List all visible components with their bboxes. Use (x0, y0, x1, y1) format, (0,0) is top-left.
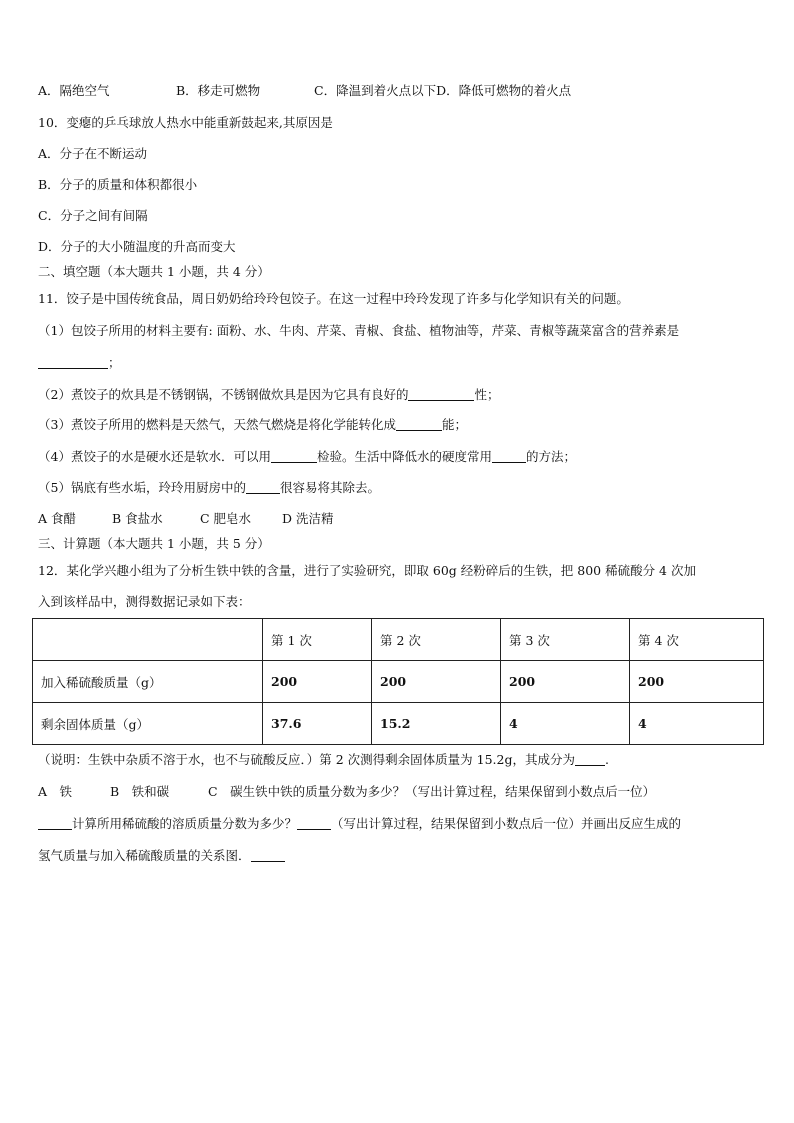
table-cell: 37.6 (263, 703, 372, 745)
answer-blank[interactable] (38, 816, 72, 830)
q12-calc-line1: 计算所用稀硫酸的溶质质量分数为多少？ （写出计算过程，结果保留到小数点后一位）并画出反应生成的 (38, 815, 681, 833)
table-cell: 200 (630, 661, 764, 703)
q11-part3: （3）煮饺子所用的燃料是天然气，天然气燃烧是将化学能转化成 能； (38, 417, 467, 432)
q11-part4: （4）煮饺子的水是硬水还是软水．可以用 检验。生活中降低水的硬度常用 的方法； (38, 449, 576, 464)
q10-option-d: D．分子的大小随温度的升高而变大 (38, 239, 236, 254)
q12-stem-line1: 12．某化学兴趣小组为了分析生铁中铁的含量，进行了实验研究，即取 60g 经粉碎后的生铁，把 800 稀硫酸分 4 次加 (38, 563, 696, 578)
q9-options-line (38, 82, 571, 100)
answer-blank[interactable] (297, 816, 331, 830)
q11-stem: 11．饺子是中国传统食品，周日奶奶给玲玲包饺子。在这一过程中玲玲发现了许多与化学知识有关的问题。 (38, 291, 629, 306)
answer-blank[interactable] (246, 480, 280, 494)
q11-part1-answer-line: ； (38, 354, 121, 372)
q9-option-b: B．移走可燃物 (176, 83, 261, 98)
q11-options-line (38, 510, 334, 528)
table-header-row (33, 619, 764, 661)
q9-option-a: A．隔绝空气 (38, 83, 110, 98)
table-row (33, 661, 764, 703)
q10-option-c: C．分子之间有间隔 (38, 208, 148, 223)
section-heading-fill-in: 二、填空题（本大题共 1 小题，共 4 分） (38, 264, 270, 279)
q10-option-b: B．分子的质量和体积都很小 (38, 177, 198, 192)
table-header-cell: 第 1 次 (263, 619, 372, 661)
data-table (32, 618, 764, 745)
table-header-cell: 第 3 次 (501, 619, 630, 661)
table-header-cell: 第 2 次 (372, 619, 501, 661)
answer-blank[interactable] (396, 417, 442, 431)
table-cell: 4 (630, 703, 764, 745)
q12-option-a: A 铁 (38, 784, 73, 799)
q11-option-c: C 肥皂水 (200, 511, 252, 526)
table-row-label: 剩余固体质量（g） (33, 703, 263, 745)
q12-stem-line2: 入到该样品中，测得数据记录如下表： (38, 594, 251, 609)
answer-blank[interactable] (575, 752, 605, 766)
q11-part5: （5）锅底有些水垢，玲玲用厨房中的 很容易将其除去。 (38, 480, 380, 495)
q11-part1: （1）包饺子所用的材料主要有: 面粉、水、牛肉、芹菜、青椒、食盐、植物油等，芹菜、青椒等蔬菜富含的营养素是 (38, 323, 680, 338)
table-cell: 200 (372, 661, 501, 703)
table-cell: 200 (501, 661, 630, 703)
answer-blank[interactable] (408, 387, 474, 401)
answer-blank[interactable] (38, 355, 108, 369)
table-cell: 200 (263, 661, 372, 703)
table-cell: 4 (501, 703, 630, 745)
table-row (33, 703, 764, 745)
q12-option-c: C 碳生铁中铁的质量分数为多少？（写出计算过程，结果保留到小数点后一位） (208, 784, 656, 799)
answer-blank[interactable] (251, 848, 285, 862)
answer-blank[interactable] (271, 449, 317, 463)
answer-blank[interactable] (492, 449, 526, 463)
section-heading-calculation: 三、计算题（本大题共 1 小题，共 5 分） (38, 536, 270, 551)
table-row-label: 加入稀硫酸质量（g） (33, 661, 263, 703)
q12-options-line (38, 783, 655, 801)
table-header-cell: 第 4 次 (630, 619, 764, 661)
q11-option-d: D 洗洁精 (282, 511, 334, 526)
q11-option-b: B 食盐水 (112, 511, 163, 526)
q9-option-d: D．降低可燃物的着火点 (436, 83, 572, 98)
q12-note: （说明：生铁中杂质不溶于水，也不与硫酸反应．）第 2 次测得剩余固体质量为 15.2g，其成分为 . (38, 752, 609, 767)
q12-option-b: B 铁和碳 (110, 784, 170, 799)
q9-option-c: C．降温到着火点以下 (314, 83, 437, 98)
q12-calc-line2: 氢气质量与加入稀硫酸质量的关系图． (38, 847, 285, 865)
table-cell: 15.2 (372, 703, 501, 745)
q10-option-a: A．分子在不断运动 (38, 146, 148, 161)
q11-option-a: A 食醋 (38, 511, 77, 526)
q11-part2: （2）煮饺子的炊具是不锈钢锅，不锈钢做炊具是因为它具有良好的 性； (38, 387, 500, 402)
table-header-cell (33, 619, 263, 661)
q10-stem: 10．变瘪的乒乓球放人热水中能重新鼓起来,其原因是 (38, 115, 333, 130)
